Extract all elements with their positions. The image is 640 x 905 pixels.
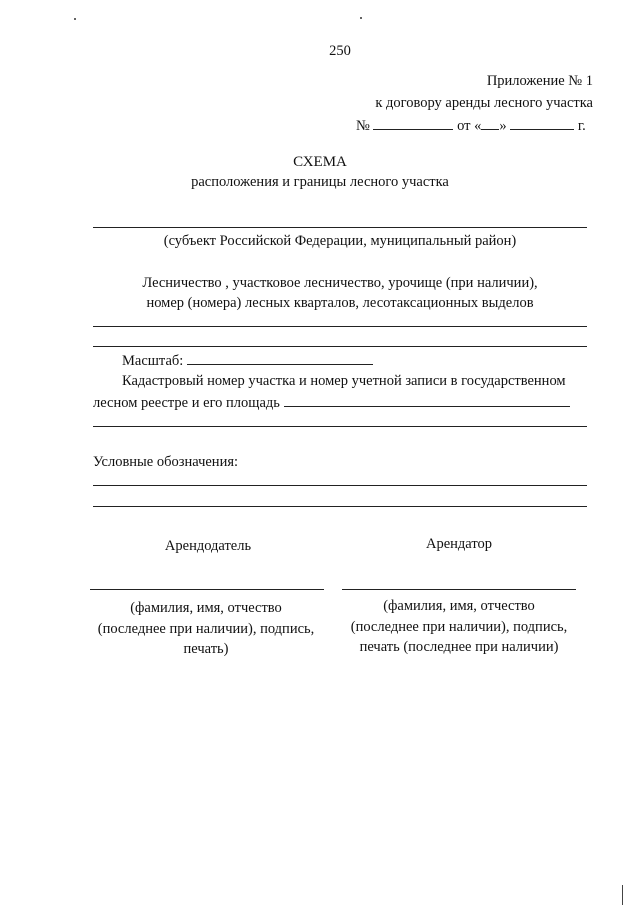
scan-speck (74, 18, 76, 20)
quote-close: » (499, 118, 507, 134)
lessee-signature-line[interactable] (342, 589, 576, 590)
contract-number-blank[interactable] (373, 116, 453, 130)
appendix-label: Приложение № 1 (486, 73, 593, 89)
from-label: от « (457, 118, 482, 134)
scale-blank[interactable] (187, 351, 373, 365)
cadastral-line2: лесном реестре и его площадь (93, 395, 280, 411)
forestry-caption-line1: Лесничество , участковое лесничество, урочище (при наличии), (142, 275, 538, 291)
cadastral-row2 (93, 393, 570, 412)
forestry-field-line-1[interactable] (93, 326, 587, 327)
lessor-signature-line[interactable] (90, 589, 324, 590)
scan-speck (360, 17, 362, 19)
lessee-caption-line2: (последнее при наличии), подпись, (350, 619, 568, 635)
lessor-caption-line2: (последнее при наличии), подпись, (97, 621, 315, 637)
lessor-title: Арендодатель (164, 538, 252, 554)
lessee-title: Арендатор (425, 536, 492, 552)
legend-field-line-1[interactable] (93, 485, 587, 486)
day-blank[interactable] (481, 116, 499, 130)
subject-field-line[interactable] (93, 227, 587, 228)
document-title: СХЕМА (293, 154, 347, 170)
year-suffix: г. (577, 118, 586, 134)
scale-row (122, 351, 373, 370)
cadastral-field-line[interactable] (93, 426, 587, 427)
legend-label: Условные обозначения: (93, 454, 239, 470)
document-subtitle: расположения и границы лесного участка (191, 174, 449, 190)
scale-label: Масштаб: (122, 353, 184, 369)
lessor-caption-line3: печать) (183, 641, 229, 657)
lessor-caption-line1: (фамилия, имя, отчество (130, 600, 282, 616)
cadastral-area-blank[interactable] (284, 393, 570, 407)
contract-number-line (356, 116, 586, 135)
contract-reference: к договору аренды лесного участка (375, 95, 593, 111)
month-blank[interactable] (510, 116, 574, 130)
number-sign: № (356, 118, 370, 134)
subject-caption: (субъект Российской Федерации, муниципальный район) (163, 233, 517, 249)
forestry-field-line-2[interactable] (93, 346, 587, 347)
lessee-caption-line1: (фамилия, имя, отчество (383, 598, 535, 614)
legend-field-line-2[interactable] (93, 506, 587, 507)
forestry-caption-line2: номер (номера) лесных кварталов, лесотаксационных выделов (146, 295, 534, 311)
lessee-caption-line3: печать (последнее при наличии) (359, 639, 559, 655)
scan-edge-mark (622, 885, 623, 905)
cadastral-line1: Кадастровый номер участка и номер учетной записи в государственном (122, 373, 566, 389)
page-number: 250 (329, 43, 351, 59)
